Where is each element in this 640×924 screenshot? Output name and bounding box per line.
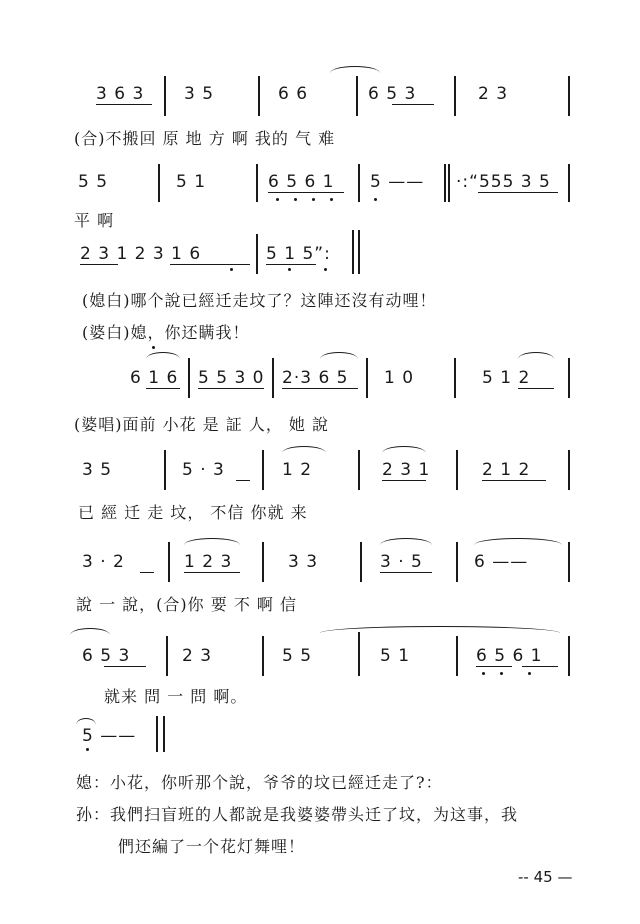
underline-beam bbox=[184, 572, 240, 573]
row5-lyrics: 已 經 迁 走 坟， 不信 你就 来 bbox=[78, 503, 308, 522]
barline bbox=[360, 542, 362, 582]
barline bbox=[568, 450, 570, 490]
octave-dot bbox=[294, 198, 297, 201]
barline bbox=[352, 230, 354, 274]
octave-dot bbox=[288, 268, 291, 271]
barline bbox=[262, 450, 264, 490]
underline-beam bbox=[282, 388, 358, 389]
barline bbox=[568, 542, 570, 582]
barline bbox=[454, 358, 456, 398]
row3-measure1: 2 3 1 2 3 1 6 bbox=[80, 244, 202, 264]
octave-dot bbox=[330, 198, 333, 201]
row6-measure1: 3 · 2 bbox=[82, 552, 125, 572]
speech-line-2 bbox=[82, 320, 250, 343]
barline bbox=[164, 76, 166, 116]
row3-measure2: 5 1 5”: bbox=[266, 244, 331, 264]
barline bbox=[262, 636, 264, 676]
barline bbox=[358, 230, 360, 274]
row2-measure3: 6 5 6 1 bbox=[268, 172, 335, 192]
underline-beam bbox=[518, 388, 554, 389]
slur-arc bbox=[474, 538, 562, 545]
barline bbox=[358, 164, 360, 202]
row7-measure4: 5 1 bbox=[380, 646, 411, 666]
underline-beam bbox=[170, 264, 250, 265]
slur-arc bbox=[70, 628, 110, 635]
barline bbox=[568, 636, 570, 676]
underline-beam bbox=[96, 104, 152, 105]
barline bbox=[444, 164, 446, 202]
row7-measure2: 2 3 bbox=[182, 646, 213, 666]
octave-dot bbox=[312, 198, 315, 201]
row2-measure1: 5 5 bbox=[78, 172, 109, 192]
row2-lyrics: 平 啊 bbox=[74, 211, 115, 230]
underline-beam bbox=[478, 192, 558, 193]
slur-arc bbox=[184, 538, 240, 545]
row7-lyrics: 就来 問 一 問 啊。 bbox=[104, 687, 248, 706]
underline-beam bbox=[198, 388, 264, 389]
dialogue-text: 小花，你听那个說，爷爷的坟已經迁走了?： bbox=[110, 773, 443, 792]
slur-arc bbox=[76, 718, 96, 725]
dialogue-text: 們还編了一个花灯舞哩！ bbox=[118, 837, 306, 856]
underline-beam bbox=[140, 572, 154, 573]
row1-measure5: 2 3 bbox=[478, 84, 509, 104]
row4-measure5: 5 1 2 bbox=[482, 368, 531, 388]
row7-measure3: 5 5 bbox=[282, 646, 313, 666]
underline-beam bbox=[382, 480, 426, 481]
underline-beam bbox=[522, 666, 558, 667]
dialogue-line-3 bbox=[118, 834, 305, 857]
barline bbox=[156, 716, 158, 752]
speaker-label: (婆白) bbox=[82, 323, 131, 342]
barline bbox=[568, 358, 570, 398]
underline-beam bbox=[236, 480, 250, 481]
row2-measure4: 5 —— bbox=[370, 172, 425, 192]
row5-measure4: 2 3 1 bbox=[382, 460, 431, 480]
slur-arc bbox=[330, 66, 380, 73]
underline-beam bbox=[104, 666, 146, 667]
barline bbox=[158, 164, 160, 202]
row5-measure1: 3 5 bbox=[82, 460, 113, 480]
barline bbox=[256, 234, 258, 274]
row5-measure3: 1 2 bbox=[282, 460, 313, 480]
page-number: -- 45 — bbox=[518, 868, 573, 886]
octave-dot bbox=[482, 672, 485, 675]
barline bbox=[272, 358, 274, 398]
row1-measure2: 3 5 bbox=[184, 84, 215, 104]
row6-lyrics: 說 一 說，(合)你 要 不 啊 信 bbox=[76, 595, 298, 614]
barline bbox=[456, 542, 458, 582]
octave-dot bbox=[374, 198, 377, 201]
row1-measure1: 3 6 3 bbox=[96, 84, 145, 104]
slur-arc bbox=[282, 446, 326, 453]
row1-lyrics: (合)不搬回 原 地 方 啊 我的 气 难 bbox=[74, 129, 336, 148]
barline bbox=[568, 164, 570, 202]
barline bbox=[188, 358, 190, 398]
barline bbox=[164, 450, 166, 490]
underline-beam bbox=[476, 666, 512, 667]
row6-measure3: 3 3 bbox=[288, 552, 319, 572]
speech-line-1 bbox=[82, 288, 437, 311]
row4-measure4: 1 0 bbox=[384, 368, 415, 388]
row1-measure3: 6 6 bbox=[278, 84, 309, 104]
barline bbox=[256, 164, 258, 202]
speaker-label: 孙： bbox=[76, 805, 111, 824]
row8-measure1: 5 —— bbox=[82, 726, 137, 746]
octave-dot bbox=[276, 198, 279, 201]
speech-text: 媳，你还瞒我！ bbox=[130, 323, 250, 342]
slur-arc bbox=[320, 352, 358, 359]
barline bbox=[358, 632, 360, 676]
row5-measure2: 5 · 3 bbox=[182, 460, 225, 480]
row4-measure1: 6 1 6 bbox=[130, 368, 179, 388]
underline-beam bbox=[146, 388, 180, 389]
underline-beam bbox=[268, 192, 344, 193]
slur-arc bbox=[518, 352, 554, 359]
octave-dot bbox=[324, 268, 327, 271]
barline bbox=[568, 76, 570, 116]
row4-measure3: 2·3 6 5 bbox=[282, 368, 349, 388]
row7-measure5: 6 5 6 1 bbox=[476, 646, 543, 666]
speaker-label: 媳： bbox=[76, 773, 111, 792]
underline-beam bbox=[380, 572, 432, 573]
row6-measure4: 3 · 5 bbox=[380, 552, 423, 572]
speaker-label: (媳白) bbox=[82, 291, 131, 310]
barline bbox=[454, 76, 456, 116]
slur-arc bbox=[320, 626, 560, 633]
row4-lyrics: (婆唱)面前 小花 是 証 人， 她 說 bbox=[74, 415, 330, 434]
octave-dot bbox=[500, 672, 503, 675]
row5-measure5: 2 1 2 bbox=[482, 460, 531, 480]
dialogue-line-2 bbox=[76, 802, 518, 825]
row2-measure5: ·:“555 3 5 bbox=[456, 172, 551, 192]
barline bbox=[166, 636, 168, 676]
row1-measure4: 6 5 3 bbox=[368, 84, 417, 104]
dialogue-line-1 bbox=[76, 770, 443, 793]
barline bbox=[358, 450, 360, 490]
row7-measure1: 6 5 3 bbox=[82, 646, 131, 666]
dialogue-text: 我們扫盲班的人都說是我婆婆帶头迁了坟，为这事，我 bbox=[110, 805, 519, 824]
underline-beam bbox=[482, 480, 546, 481]
slur-arc bbox=[146, 352, 180, 359]
barline bbox=[168, 542, 170, 582]
octave-dot bbox=[86, 748, 89, 751]
slur-arc bbox=[382, 446, 426, 453]
octave-dot bbox=[528, 672, 531, 675]
underline-beam bbox=[80, 264, 118, 265]
row4-measure2: 5 5 3 0 bbox=[198, 368, 265, 388]
barline bbox=[456, 450, 458, 490]
octave-dot bbox=[230, 268, 233, 271]
slur-arc bbox=[380, 538, 432, 545]
octave-dot bbox=[152, 346, 155, 349]
barline bbox=[258, 76, 260, 116]
barline bbox=[356, 76, 358, 116]
barline bbox=[262, 542, 264, 582]
barline bbox=[448, 164, 450, 202]
row6-measure5: 6 —— bbox=[474, 552, 529, 572]
speech-text: 哪个說已經迁走坟了？这陣还沒有动哩！ bbox=[130, 291, 437, 310]
underline-beam bbox=[266, 264, 316, 265]
underline-beam bbox=[392, 104, 434, 105]
barline bbox=[456, 636, 458, 676]
row6-measure2: 1 2 3 bbox=[184, 552, 233, 572]
barline bbox=[366, 358, 368, 398]
row2-measure2: 5 1 bbox=[176, 172, 207, 192]
barline bbox=[163, 716, 165, 752]
